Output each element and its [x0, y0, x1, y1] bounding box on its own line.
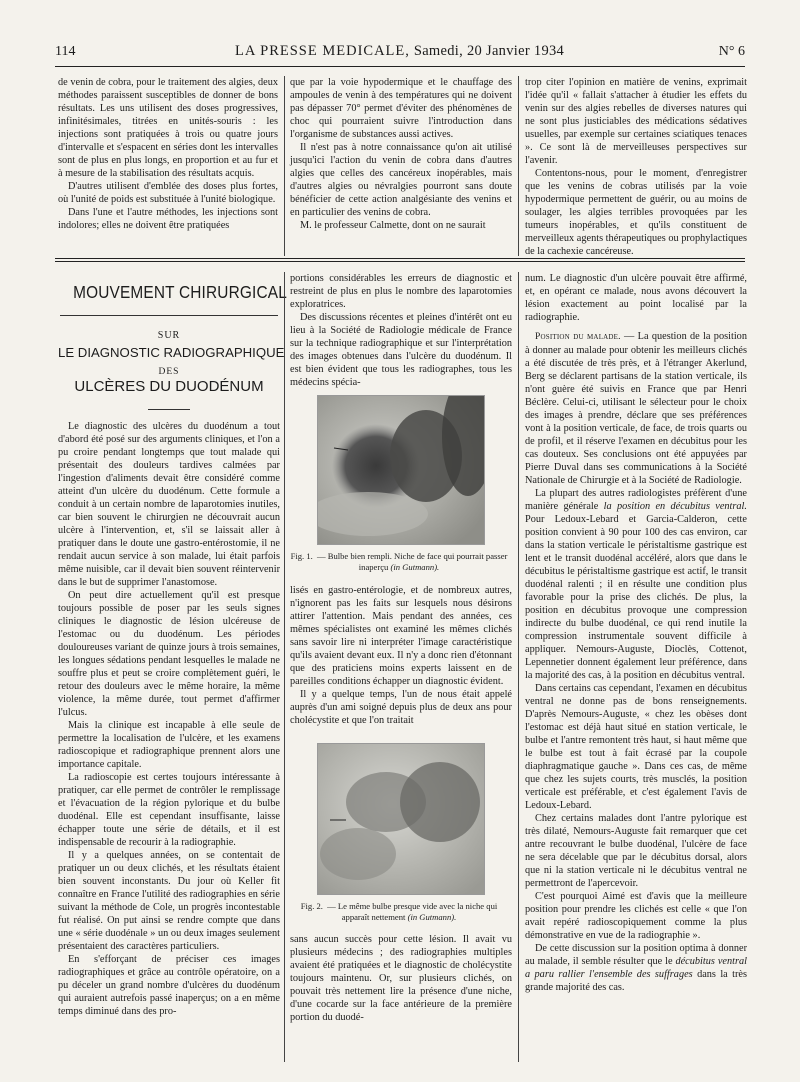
paragraph: On peut dire actuellement qu'il est presque toujours possible de poser par les seuls signes cliniques le diagnostic de lésion ulcéreuse de l'estomac ou du duodénum. Les périodes douloureuses variant de quinze jours à trois semaines, les longues sédations pendant lesquelles le malade ne souffre plus et peut se croire complètement guéri, le retour des douleurs avec le même horaire, la même violence, la même durée, tout permet d'affirmer l'ulcus.	[58, 590, 280, 718]
top-column-1	[58, 76, 278, 232]
paragraph: M. le professeur Calmette, dont on ne saurait	[300, 220, 486, 231]
paragraph: Il y a quelques années, on se contentait de pratiquer un ou deux clichés, et les résultats étaient bien souvent inconstants. Du jour où Keller fit connaître en France l'utilité des radiographies en série suivant la méthode de Cole, un progrès incontestable fut réalisé. On put ainsi se rendre compte que dans une « série duodénale » un ou deux images seulement présentaient des caractères particuliers.	[58, 850, 280, 952]
journal-title	[235, 43, 564, 60]
paragraph: Le diagnostic des ulcères du duodénum a tout d'abord été posé sur des arguments cliniques, et l'on a pu croire pendant longtemps que tout malade qui présentait des douleurs tardives calmées par l'ingestion d'aliments devait être considéré comme atteint d'un ulcère du duodénum. Cette formule a conduit à un certain nombre de laparotomies inutiles, car bien souvent le chirurgien ne découvrait aucun ulcère à l'intervention, et, s'il se laissait aller à pratiquer dans le doute une gastro-entérostomie, il ne rendait aucun service à son malade, lui était parfois même nuisible, car il devait bien souvent réintervenir dans le but de supprimer l'anastomose.	[58, 421, 280, 588]
column-divider	[518, 272, 519, 1062]
caption-text: — Le même bulbe presque vide avec la niche qui apparaît nettement	[327, 901, 498, 922]
paragraph	[525, 942, 747, 994]
journal-name: LA PRESSE MEDICALE,	[235, 43, 410, 59]
article-title-line-1: LE DIAGNOSTIC RADIOGRAPHIQUE	[58, 345, 285, 360]
emphasis: la position en décubitus ventral.	[603, 501, 747, 512]
paragraph: sans aucun succès pour cette lésion. Il avait vu plusieurs médecins ; des radiographies multiples avaient été pratiquées et le diagnostic de cholécystite toujours maintenu. Or, sur plusieurs clichés, on pouvait très nettement lire la présence d'une niche, d'une cocarde sur la face antérieure de la première portion du duodé-	[290, 934, 512, 1023]
paragraph: C'est pourquoi Aimé est d'avis que la meilleure position pour prendre les clichés est celle « que l'on avait repéré radioscopiquement comme la plus démonstrative en vue de la radiographie ».	[525, 891, 747, 941]
paragraph: Dans l'une et l'autre méthodes, les injections sont indolores; elles ne doivent être pratiquées	[58, 207, 278, 231]
paragraph: Mais la clinique est incapable à elle seule de permettre la localisation de l'ulcère, et les examens radioscopique et radiographique prennent alors une importance capitale.	[58, 720, 280, 770]
figure-label: Fig. 1.	[290, 551, 313, 561]
section-title: MOUVEMENT CHIRURGICAL	[73, 282, 287, 302]
section-rule-double	[55, 261, 745, 262]
figure-2-caption	[290, 901, 508, 923]
caption-text: — Bulbe bien rempli. Niche de face qui pourrait passer inaperçu	[316, 551, 508, 572]
paragraph	[525, 487, 747, 682]
radiograph-image	[318, 744, 484, 894]
paragraph: Il y a quelque temps, l'un de nous était appelé auprès d'un ami soigné depuis plus de deux ans pour cholécystite et que l'on traitait	[290, 689, 512, 726]
paragraph: de venin de cobra, pour le traitement des algies, deux méthodes paraissent susceptibles de donner de bons résultats. Les uns utilisent des doses progressives, infinitésimales, titrées en unités-souris : les injections sont pratiquées à trois ou quatre jours d'intervalle et s'espacent en séries dont les intervalles sont de plus en plus longs, en proportion et au fur et à mesure de la stabilisation des résultats acquis.	[58, 77, 278, 179]
section-title-underline	[60, 315, 278, 316]
article-column-2-middle	[290, 584, 512, 727]
paragraph: Il n'est pas à notre connaissance qu'on ait utilisé jusqu'ici l'action du venin de cobra dans d'autres algies que celles des cancéreux inopérables, mais d'autres algies ou névralgies pourront sans doute bénéficier de cette action analgésiante des venins et en particulier des venins de cobra.	[290, 142, 512, 218]
paragraph-text: — La question de la position à donner au malade pour obtenir les meilleurs clichés a été discutée de très près, et à l'étranger Akerlund, Berg se déclarent partisans de la station verticale, ils n'ont guère été suivis en France que par Henri Béclère. Celui-ci, utilisant le sélecteur pour le choix des images à prendre, déclare que ses préférences vont à la position verticale, de face, de trois quarts ou de profil, et il réserve l'examen en décubitus pour les cas douteux. Ses conclusions ont été appuyées par Pierre Duval dans ses communications à la Société Nationale de Chirurgie et à la Société de Radiologie.	[525, 331, 747, 486]
issue-date: Samedi, 20 Janvier 1934	[413, 43, 565, 59]
paragraph: Contentons-nous, pour le moment, d'enregistrer que les venins de cobras utilisés par la voie hypodermique permettent de guérir, ou au moins de soulager, les algies terribles provoquées par les tumeurs inopérables, et qu'ils constituent de merveilleux agents thérapeutiques ou prophylactiques de la cachexie cancéreuse.	[525, 168, 747, 257]
article-title-connector: DES	[158, 367, 180, 377]
top-column-2	[290, 76, 512, 232]
issue-number: N° 6	[718, 44, 745, 59]
running-header	[55, 44, 745, 66]
paragraph-text: dans la très grande majorité des cas.	[525, 969, 747, 993]
emphasis: décubitus ventral a paru rallier l'ensemble des suffrages	[525, 956, 748, 980]
title-separator	[148, 409, 190, 410]
paragraph: Des discussions récentes et pleines d'intérêt ont eu lieu à la Société de Radiologie médicale de France sur la technique radiographique et sur l'interprétation des images obtenues dans l'ulcère du duodénum. Il est bien évident que tous les radiographes, tous les médecins spécia-	[290, 312, 512, 388]
paragraph: que par la voie hypodermique et le chauffage des ampoules de venin à des températures qui ne doivent pas dépasser 70° permet d'éviter des phénomènes de choc qui pourraient suivre l'introduction dans l'organisme de substances aussi actives.	[290, 77, 512, 140]
paragraph: En s'efforçant de préciser ces images radiographiques et grâce au contrôle opératoire, on a pu déceler un grand nombre d'ulcères du duodénum qui auraient autrefois passé inaperçus; on a en même temps diminué dans des pro-	[58, 954, 280, 1017]
figure-1-caption	[290, 551, 508, 573]
paragraph: lisés en gastro-entérologie, et de nombreux autres, n'ignorent pas les faits sur lesquels nous désirons attirer l'attention. Mais pendant des années, ces mêmes spécialistes ont examiné les mêmes clichés sans savoir lire ni interpréter l'image caractéristique qu'ils avaient devant eux. Il n'y a donc rien d'étonnant que des praticiens moins experts laissent en de pareilles conditions échapper un diagnostic évident.	[290, 585, 512, 687]
paragraph: trop citer l'opinion en matière de venins, exprimait l'idée qu'il « fallait s'attacher à étudier les effets du venin sur des algies rebelles de diverses natures qui ne sont plus justiciables des médications sédatives usuelles, par exemple sur certaines sciatiques tenaces ». Ce sont là de merveilleuses perspectives sur l'avenir.	[525, 77, 747, 166]
paragraph-text: De cette discussion sur la position optima à donner au malade, il semble résulter que le	[525, 943, 747, 967]
paragraph: La radioscopie est certes toujours intéressante à pratiquer, car elle permet de contrôler le remplissage et l'évacuation de la région pylorique et du bulbe duodénal. Elle est cependant insuffisante, laisse échapper toute une série de détails, et il est indispensable de recourir à la radiographie.	[58, 772, 280, 848]
column-divider	[518, 76, 519, 256]
paragraph: num. Le diagnostic d'un ulcère pouvait être affirmé, et, en opérant ce malade, nous avons découvert la lésion exactement au point localisé par la radiographie.	[525, 273, 747, 323]
top-column-3	[525, 76, 747, 258]
page-number: 114	[55, 44, 76, 59]
paragraph	[525, 330, 747, 487]
subheading: Position du malade.	[535, 332, 621, 342]
paragraph: D'autres utilisent d'emblée des doses plus fortes, où l'unité de poids est substituée à l'unité biologique.	[58, 181, 278, 205]
article-column-1	[58, 420, 280, 1018]
paragraph-text: La plupart des autres radiologistes préfèrent d'une manière générale	[525, 488, 747, 512]
article-title-connector: SUR	[157, 330, 181, 341]
paragraph-text: Pour Ledoux-Lebard et Garcia-Calderon, cette position convient à 90 pour 100 des cas environ, car dans la station verticale le péristaltisme gastrique est lent et le transit duodénal accéléré, alors que dans le décubitus le péristaltisme gastrique est actif, le transit duodénal ralenti ; il en résulte une condition plus favorable pour la prise des clichés. De plus, la position en décubitus provoque une compression indirecte du bulbe duodénal, ce qui rend inutile la compression instrumentale souvent difficile à appliquer. Nemours-Auguste, Dioclès, Cottenot, Lepennetier donnent également leur préférence, dans la majorité des cas, à la position en décubitus ventral.	[525, 514, 747, 681]
paragraph: Chez certains malades dont l'antre pylorique est très dilaté, Nemours-Auguste fait remarquer que cet antre recouvrant le bulbe duodénal, l'ulcère de face ne sera décelable que par le décubitus dorsal, alors que ni la station verticale ni le décubitus ventral ne permettront de l'apercevoir.	[525, 813, 747, 889]
figure-2-radiograph	[317, 743, 485, 895]
figure-label: Fig. 2.	[300, 901, 323, 911]
caption-credit: (in Gutmann).	[390, 562, 440, 572]
column-divider	[284, 272, 285, 1062]
article-column-2-top	[290, 272, 512, 389]
header-rule	[55, 66, 745, 67]
paragraph: portions considérables les erreurs de diagnostic et restreint de plus en plus le nombre des laparotomies exploratrices.	[290, 273, 512, 310]
article-column-3	[525, 272, 747, 994]
paragraph: Dans certains cas cependant, l'examen en décubitus ventral ne donne pas de bons renseignements. D'après Nemours-Auguste, « chez les obèses dont l'estomac est déjà haut situé en station verticale, le bulbe et l'antre remontent très haut, si haut même que le bulbe est tout à fait écrasé par la coupole diaphragmatique gauche ». Dans ces cas, de même que chez les sujets courts, très musclés, la position verticale est préférable, et c'est également l'avis de Ledoux-Lebard.	[525, 683, 747, 811]
section-rule	[55, 258, 745, 259]
radiograph-image	[318, 396, 484, 544]
article-column-2-bottom	[290, 933, 512, 1024]
figure-1-radiograph	[317, 395, 485, 545]
caption-credit: (in Gutmann).	[407, 912, 457, 922]
article-title-line-2: ULCÈRES DU DUODÉNUM	[74, 378, 264, 395]
column-divider	[284, 76, 285, 256]
